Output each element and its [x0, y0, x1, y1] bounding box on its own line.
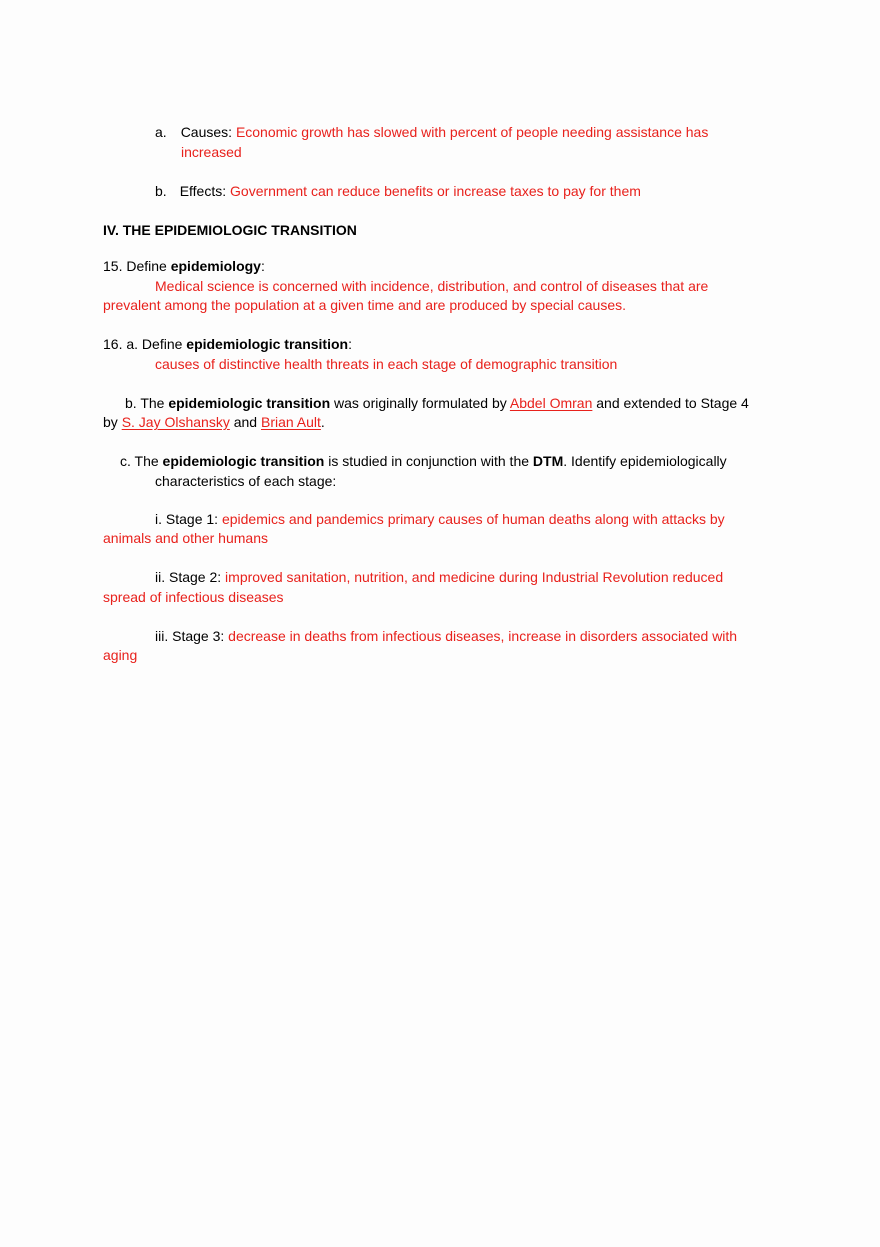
stage3-label: iii. Stage 3: — [155, 628, 229, 644]
stage1-answer-line1: epidemics and pandemics primary causes of human deaths along with attacks by — [221, 511, 725, 527]
q16b-and: and — [229, 414, 261, 430]
q16a-answer: causes of distinctive health threats in each stage of demographic transition — [155, 356, 618, 372]
stage2-label: ii. Stage 2: — [155, 569, 226, 585]
q16c-middle: is studied in conjunction with the — [324, 453, 533, 469]
stage1-line1 — [155, 509, 725, 529]
q16b-after-link1: and extended to Stage 4 — [592, 395, 749, 411]
brian-ault-link[interactable]: Brian Ault — [260, 414, 321, 430]
q15-prefix: 15. Define — [103, 258, 171, 274]
q16b-middle: was originally formulated by — [330, 395, 510, 411]
stage3-answer-line1: decrease in deaths from infectious diseases, increase in disorders associated with — [228, 628, 738, 644]
q16b-end: . — [320, 414, 325, 430]
item-a-marker: a. — [155, 124, 167, 140]
q15-term: epidemiology — [170, 258, 261, 274]
q16a-suffix: : — [348, 336, 352, 352]
q16c-term2: DTM — [532, 453, 564, 469]
stage2-answer-line2: spread of infectious diseases — [103, 589, 284, 605]
q16c-prefix: c. The — [120, 453, 163, 469]
q15-line — [103, 256, 265, 276]
item-a-answer-line1: Economic growth has slowed with percent of people needing assistance has — [235, 124, 709, 140]
q15-suffix: : — [260, 258, 265, 274]
abdel-omran-link[interactable]: Abdel Omran — [509, 395, 593, 411]
q15-answer-line2: prevalent among the population at a given time and are produced by special causes. — [103, 297, 627, 313]
item-a-answer-line2: increased — [181, 144, 242, 160]
q16c-after: . Identify epidemiologically — [563, 453, 727, 469]
q16a-line — [103, 334, 352, 354]
q15-answer-line1: Medical science is concerned with incidence, distribution, and control of diseases that are — [155, 278, 709, 294]
section-heading: IV. THE EPIDEMIOLOGIC TRANSITION — [103, 222, 357, 238]
stage2-line1 — [155, 567, 723, 587]
q16a-term: epidemiologic transition — [186, 336, 349, 352]
stage3-answer-line2: aging — [103, 647, 138, 663]
item-b-answer: Government can reduce benefits or increase taxes to pay for them — [230, 183, 641, 199]
q16c-term: epidemiologic transition — [162, 453, 325, 469]
q16b-prefix: b. The — [125, 395, 169, 411]
q16b-term: epidemiologic transition — [168, 395, 331, 411]
stage1-label: i. Stage 1: — [155, 511, 222, 527]
jay-olshansky-link[interactable]: S. Jay Olshansky — [121, 414, 230, 430]
stage3-line1 — [155, 626, 737, 646]
item-a-label: Causes: — [180, 124, 236, 140]
item-b-line — [155, 181, 641, 201]
q16a-prefix: 16. a. Define — [103, 336, 187, 352]
q16c-line2: characteristics of each stage: — [155, 473, 337, 489]
stage2-answer-line1: improved sanitation, nutrition, and medicine during Industrial Revolution reduced — [225, 569, 724, 585]
q16c-line1 — [120, 451, 727, 471]
item-a-line1 — [155, 122, 708, 142]
stage1-answer-line2: animals and other humans — [103, 530, 268, 546]
q16b-line2 — [103, 412, 325, 432]
q16b-line1 — [125, 393, 749, 413]
q16b-line2-prefix: by — [103, 414, 122, 430]
item-b-label: Effects: — [179, 183, 231, 199]
item-b-marker: b. — [155, 183, 167, 199]
